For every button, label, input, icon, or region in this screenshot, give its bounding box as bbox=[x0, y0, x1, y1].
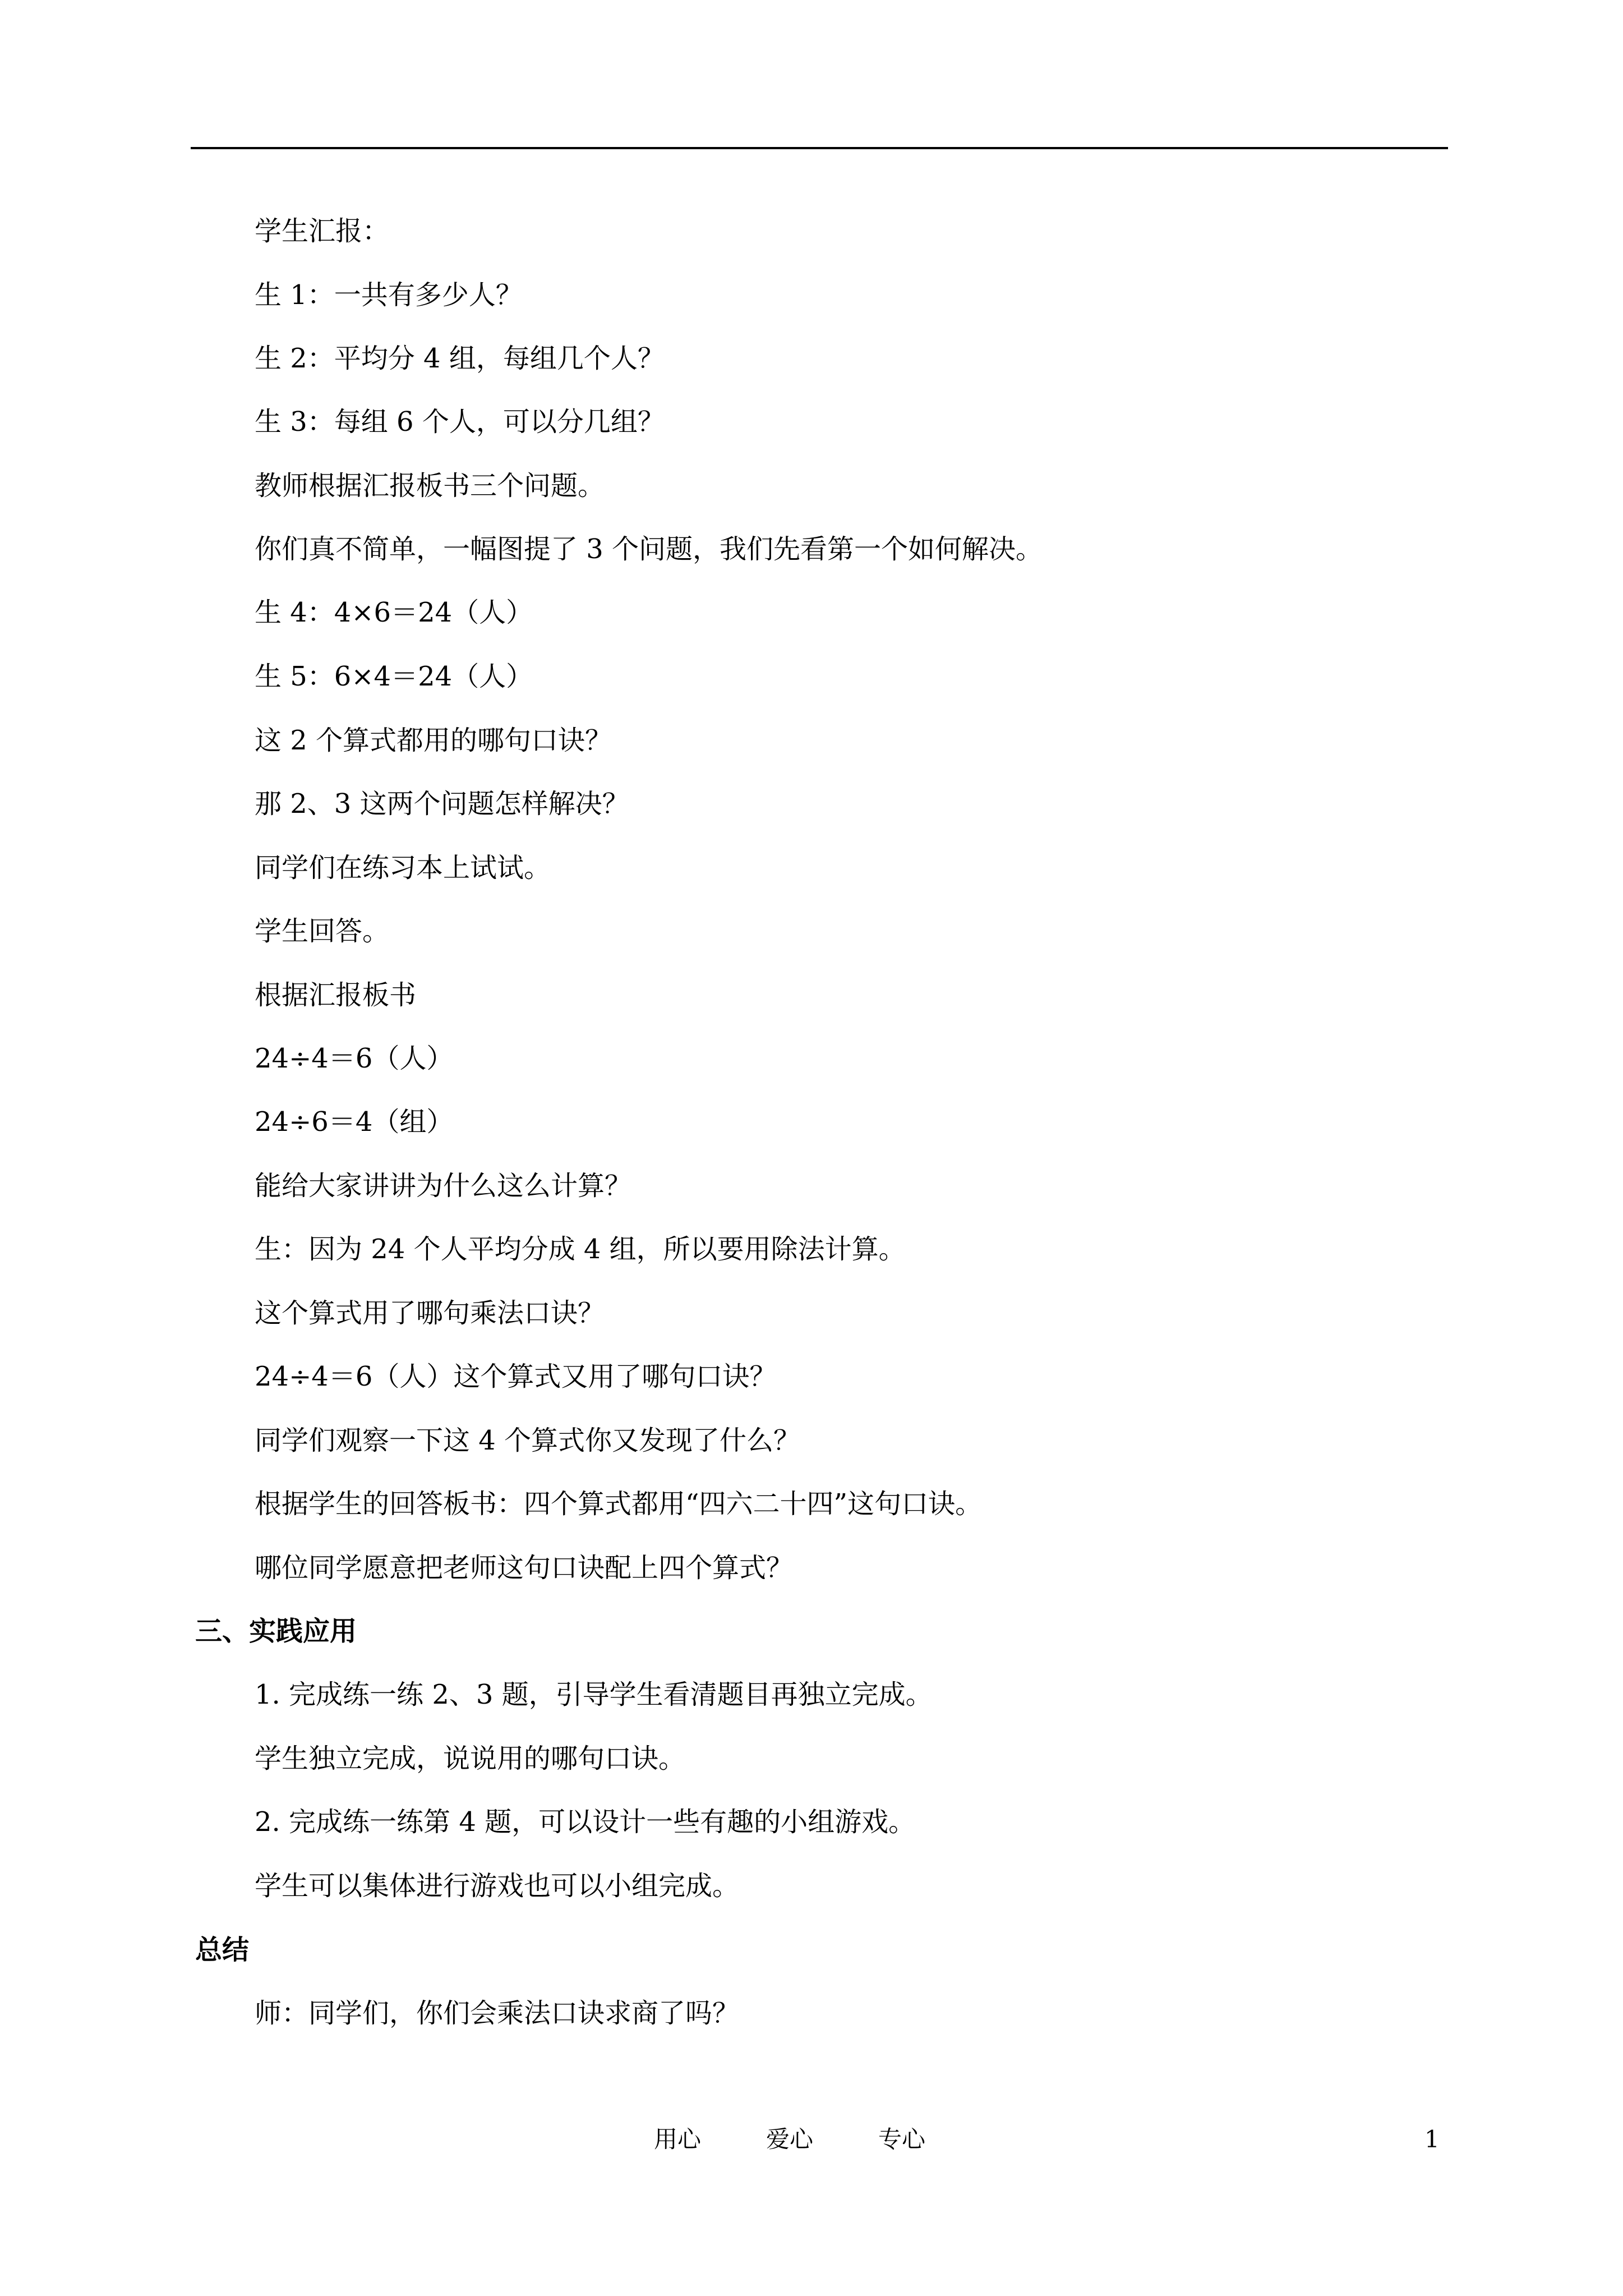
paragraph-line: 师：同学们，你们会乘法口诀求商了吗？ bbox=[255, 1998, 740, 2029]
section-heading-practice: 三、实践应用 bbox=[195, 1616, 357, 1647]
page-number: 1 bbox=[1424, 2125, 1440, 2153]
paragraph-line: 2. 完成练一练第 4 题，可以设计一些有趣的小组游戏。 bbox=[255, 1806, 916, 1838]
paragraph-line: 哪位同学愿意把老师这句口诀配上四个算式？ bbox=[255, 1552, 794, 1584]
footer-motto-word: 爱心 bbox=[766, 2125, 814, 2153]
paragraph-line: 学生汇报： bbox=[255, 215, 390, 247]
paragraph-line: 生 3：每组 6 个人，可以分几组？ bbox=[255, 406, 665, 438]
paragraph-line: 那 2、3 这两个问题怎样解决？ bbox=[255, 788, 629, 820]
paragraph-line: 24÷4＝6（人） bbox=[255, 1043, 454, 1074]
paragraph-line: 24÷4＝6（人）这个算式又用了哪句口诀？ bbox=[255, 1361, 777, 1392]
footer-motto-word: 用心 bbox=[654, 2125, 702, 2153]
footer-motto-word: 专心 bbox=[878, 2125, 926, 2153]
paragraph-line: 生 2：平均分 4 组，每组几个人？ bbox=[255, 343, 665, 374]
section-heading-summary: 总结 bbox=[195, 1934, 250, 1966]
paragraph-line: 这个算式用了哪句乘法口诀？ bbox=[255, 1297, 605, 1329]
paragraph-line: 学生可以集体进行游戏也可以小组完成。 bbox=[255, 1870, 740, 1902]
paragraph-line: 你们真不简单，一幅图提了 3 个问题，我们先看第一个如何解决。 bbox=[255, 533, 1043, 565]
header-rule bbox=[191, 147, 1448, 149]
paragraph-line: 学生回答。 bbox=[255, 915, 390, 947]
paragraph-line: 生 4：4×6＝24（人） bbox=[255, 597, 533, 628]
paragraph-line: 同学们在练习本上试试。 bbox=[255, 852, 551, 884]
paragraph-line: 能给大家讲讲为什么这么计算？ bbox=[255, 1170, 632, 1202]
paragraph-line: 教师根据汇报板书三个问题。 bbox=[255, 470, 605, 501]
paragraph-line: 生 1：一共有多少人？ bbox=[255, 279, 523, 311]
paragraph-line: 24÷6＝4（组） bbox=[255, 1106, 454, 1138]
paragraph-line: 生：因为 24 个人平均分成 4 组，所以要用除法计算。 bbox=[255, 1234, 906, 1265]
paragraph-line: 这 2 个算式都用的哪句口诀？ bbox=[255, 725, 612, 756]
paragraph-line: 同学们观察一下这 4 个算式你又发现了什么？ bbox=[255, 1425, 801, 1456]
paragraph-line: 1. 完成练一练 2、3 题，引导学生看清题目再独立完成。 bbox=[255, 1679, 933, 1710]
paragraph-line: 根据学生的回答板书：四个算式都用“四六二十四”这句口诀。 bbox=[255, 1488, 983, 1520]
paragraph-line: 生 5：6×4＝24（人） bbox=[255, 661, 533, 692]
paragraph-line: 根据汇报板书 bbox=[255, 979, 417, 1011]
paragraph-line: 学生独立完成，说说用的哪句口诀。 bbox=[255, 1743, 686, 1774]
